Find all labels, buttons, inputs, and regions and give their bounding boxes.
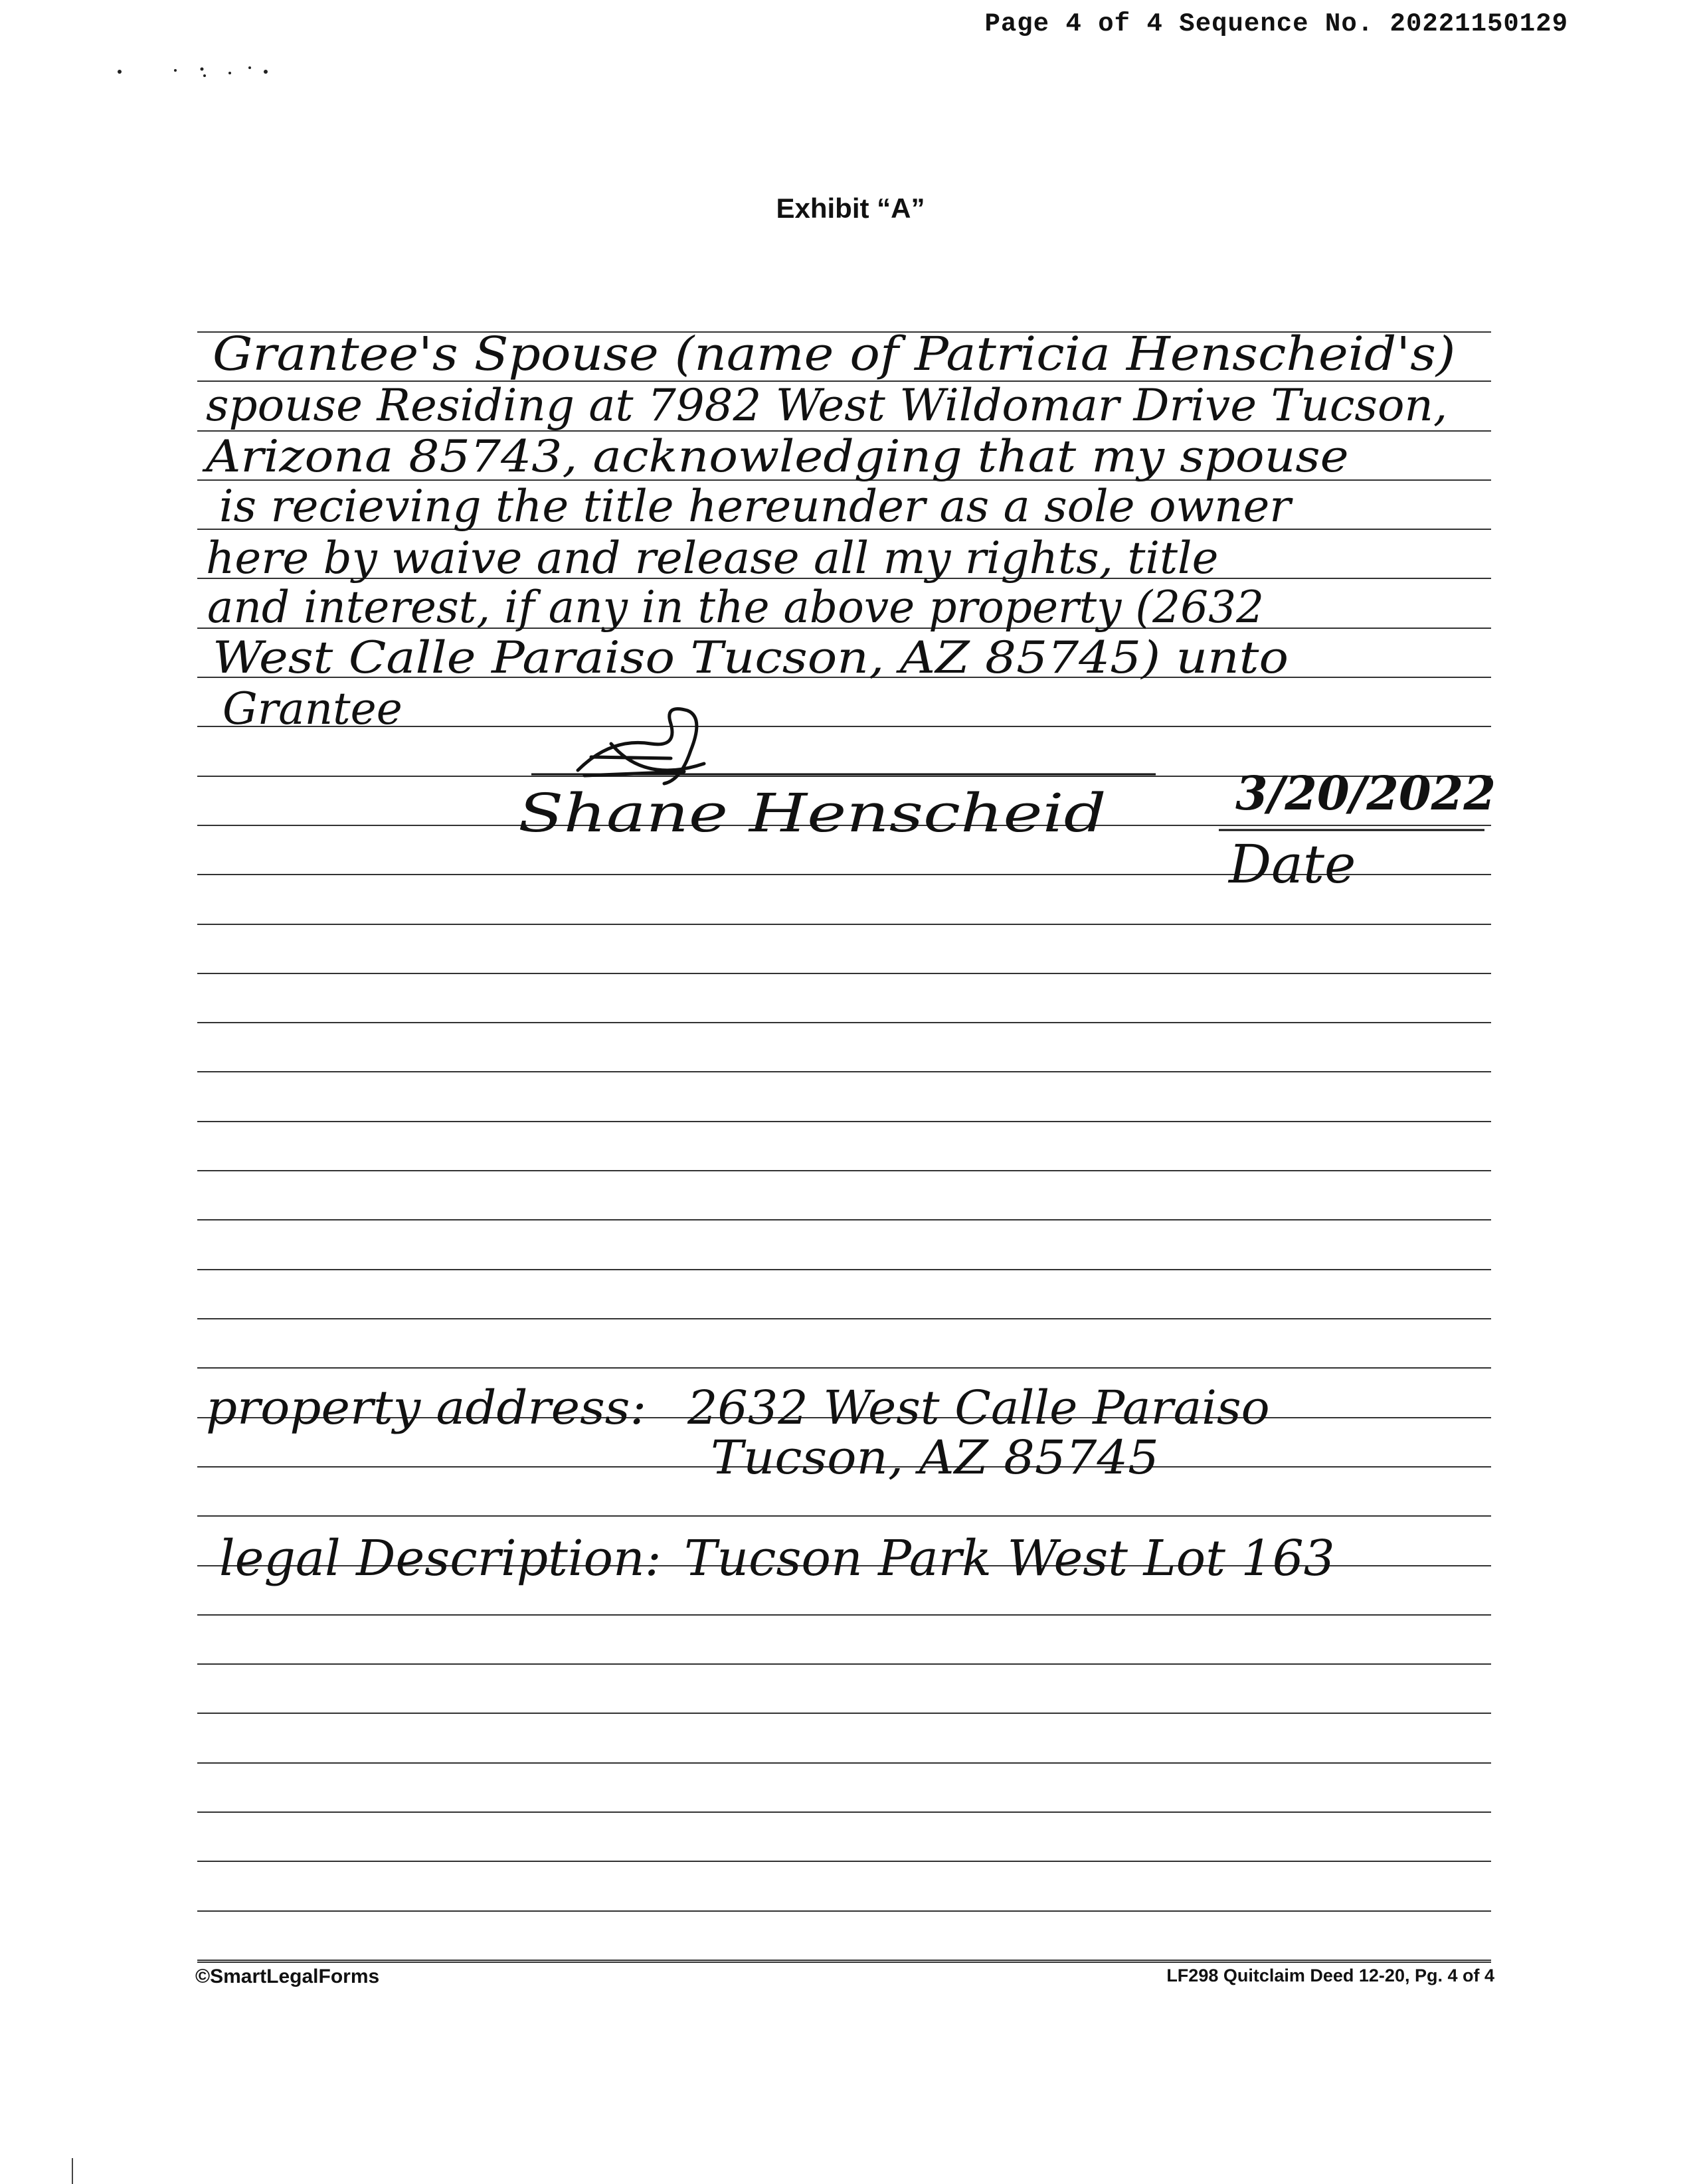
- margin-mark: [72, 2158, 73, 2184]
- legal-description-value: Tucson Park West Lot 163: [684, 1530, 1335, 1587]
- statement-line-6: and interest, if any in the above property (2632: [207, 582, 1265, 633]
- page-sequence-header: Page 4 of 4 Sequence No. 20221150129: [984, 9, 1568, 39]
- footer-form-id: LF298 Quitclaim Deed 12-20, Pg. 4 of 4: [1166, 1966, 1494, 1985]
- statement-line-2: spouse Residing at 7982 West Wildomar Drive Tucson,: [206, 380, 1448, 431]
- footer-brand: ©SmartLegalForms: [195, 1966, 380, 1987]
- property-address-label: property address:: [206, 1381, 647, 1435]
- date-label: Date: [1229, 833, 1356, 895]
- statement-line-5: here by waive and release all my rights, title: [206, 533, 1219, 584]
- statement-line-3: Arizona 85743, acknowledging that my spouse: [206, 431, 1349, 482]
- property-street: 2632 West Calle Paraiso: [687, 1381, 1270, 1435]
- statement-line-7: West Calle Paraiso Tucson, AZ 85745) unto: [213, 632, 1289, 683]
- signer-name: Shane Henscheid: [518, 782, 1107, 844]
- property-city: Tucson, AZ 85745: [711, 1430, 1159, 1485]
- signature-line: [0, 0, 1701, 877]
- legal-description-label: legal Description:: [219, 1530, 662, 1587]
- signature-date: 3/20/2022: [1235, 766, 1496, 821]
- statement-line-4: is recieving the title hereunder as a sole owner: [219, 481, 1291, 532]
- statement-line-1: Grantee's Spouse (name of Patricia Henscheid's): [213, 327, 1456, 381]
- exhibit-title: Exhibit “A”: [776, 193, 925, 224]
- statement-line-8: Grantee: [223, 683, 403, 734]
